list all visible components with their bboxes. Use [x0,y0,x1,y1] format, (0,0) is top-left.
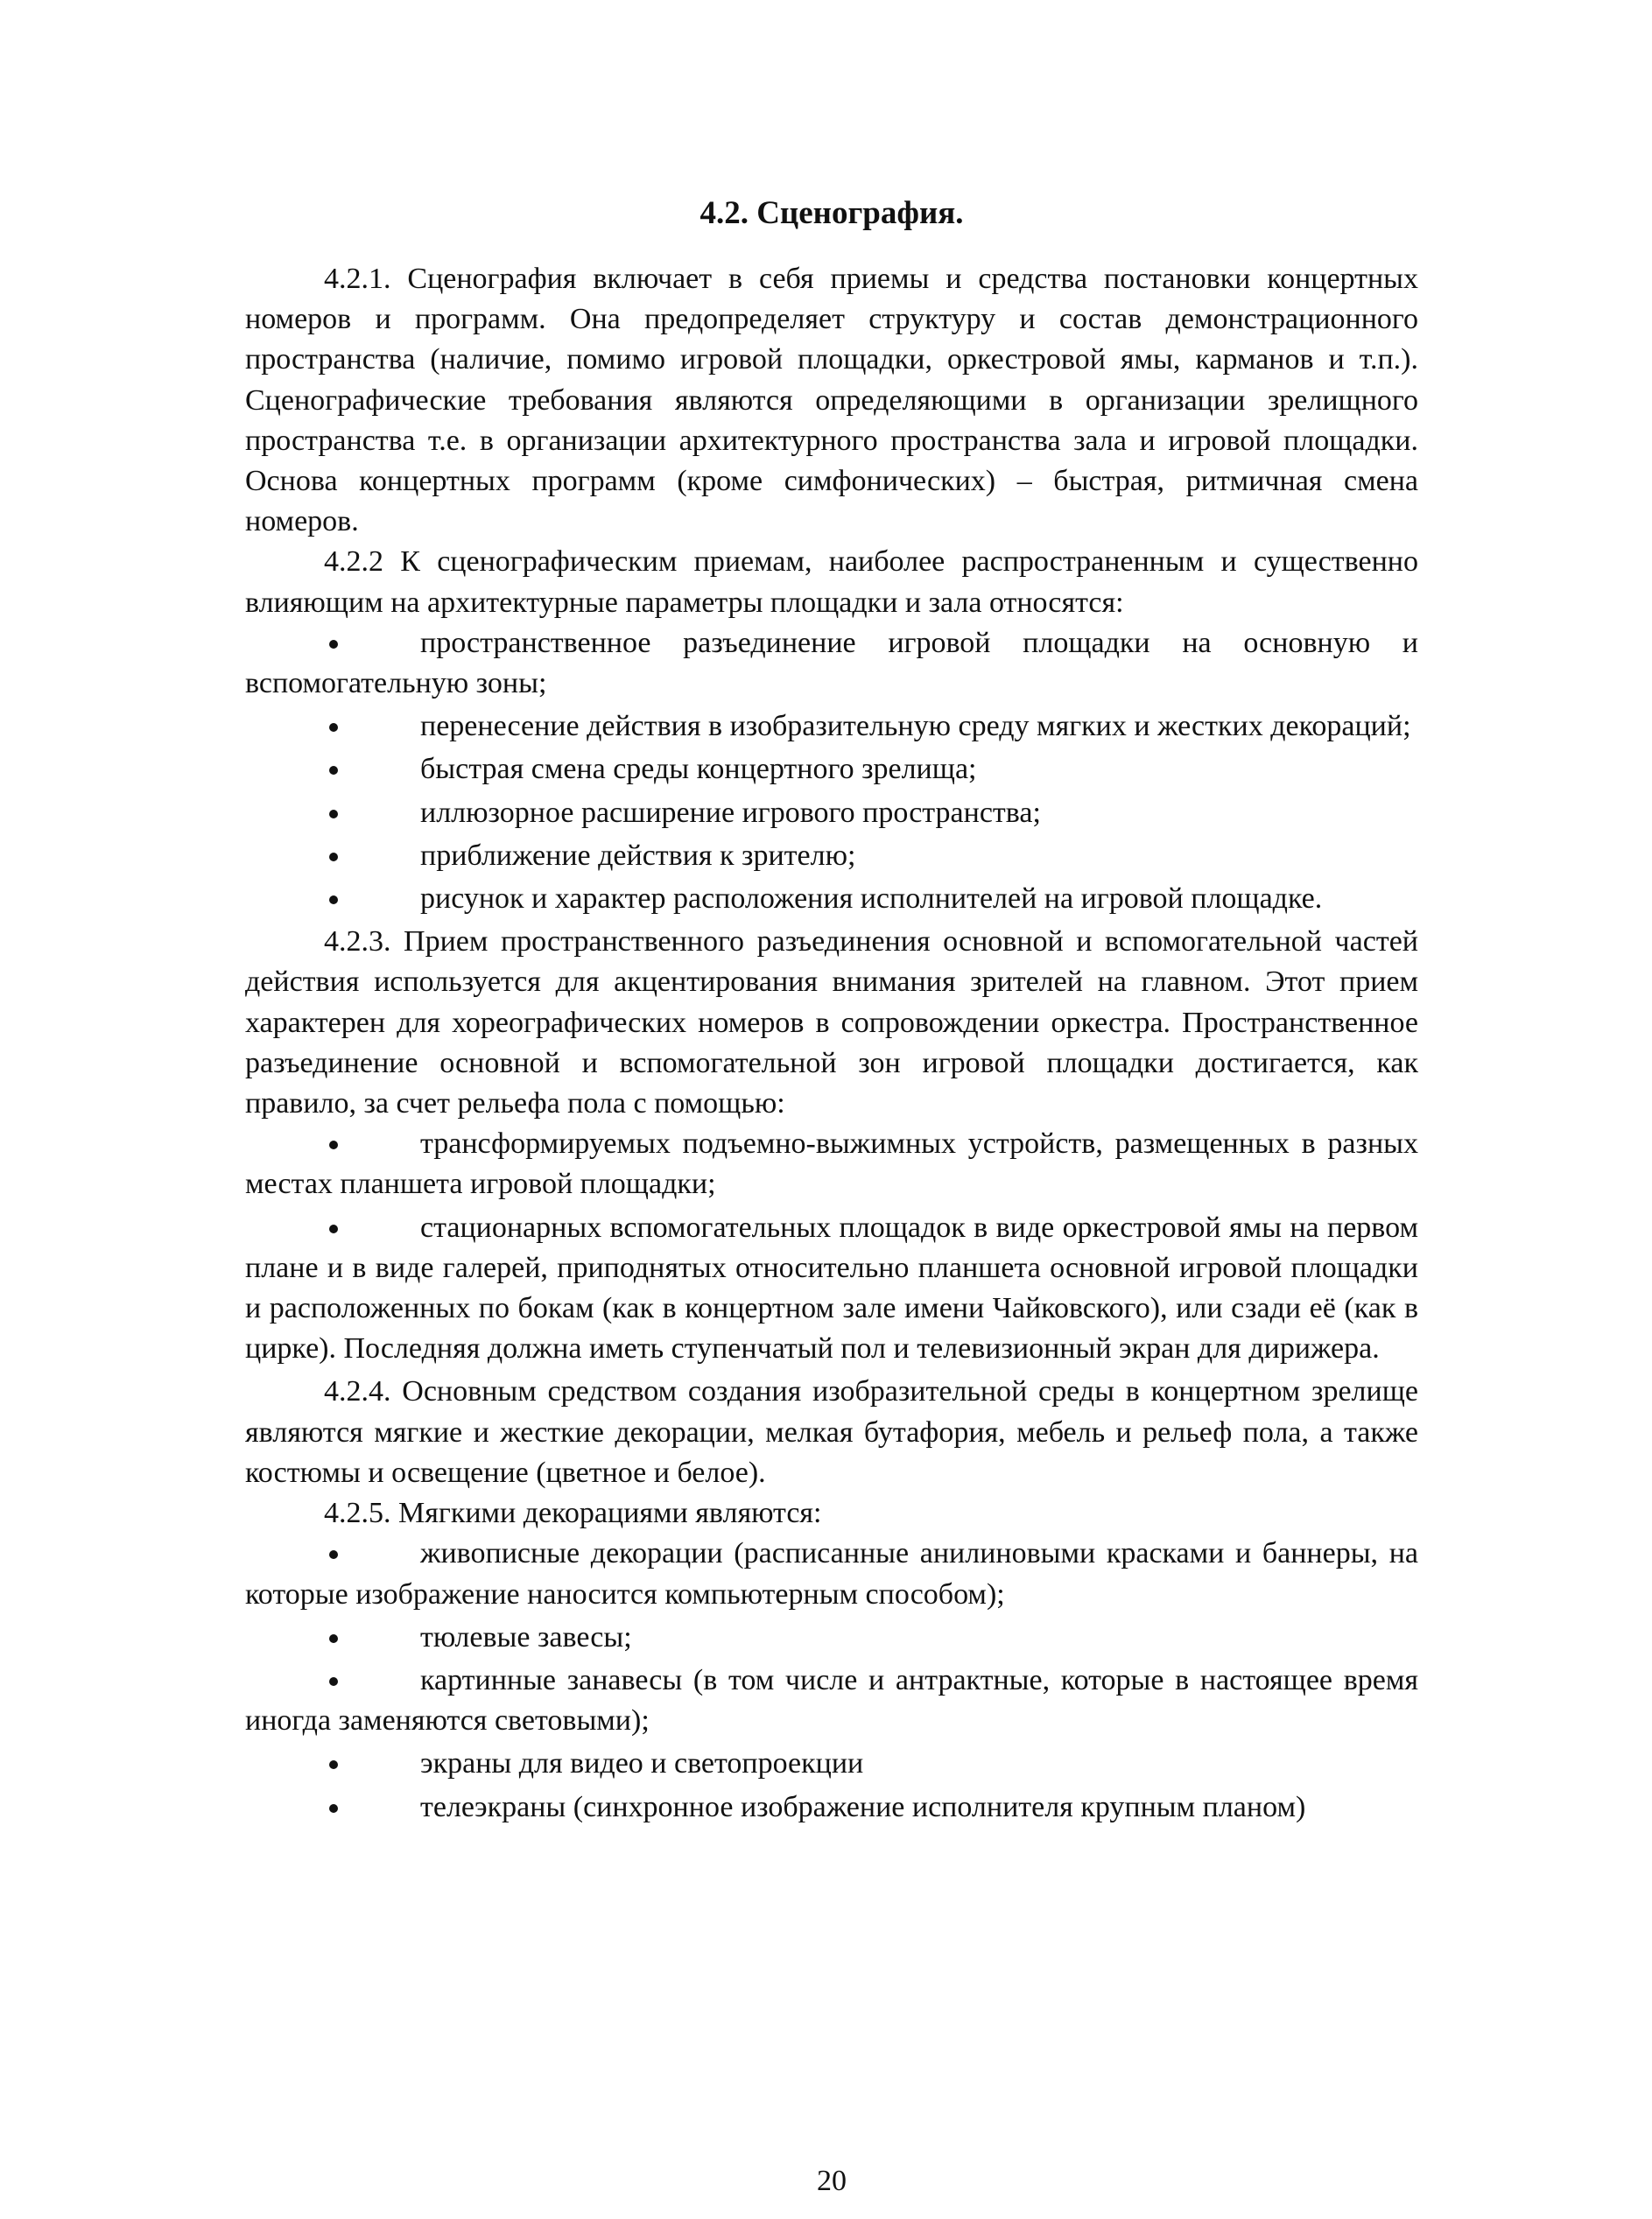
bullet-icon [329,810,338,818]
list-item [245,1661,1418,1741]
list-item-text: пространственное разъединение игровой площадки на основную и вспомогательную зоны; [245,626,1418,700]
list-item-text: перенесение действия в изобразительную среду мягких и жестких декораций; [420,710,1411,743]
bullet-icon [329,640,338,649]
list-item-text: быстрая смена среды концертного зрелища; [420,753,977,786]
list-item [245,793,1418,833]
bullet-icon [329,1760,338,1769]
list-item [245,1618,1418,1658]
list-item-text: стационарных вспомогательных площадок в виде оркестровой ямы на первом плане и в виде галерей, приподнятых относительно планшета основной игровой площадки и расположенных по бокам (как в концертном зале имени Чайковского), или сзади её (как в цирке). Последняя должна иметь ступенчатый пол и телевизионный экран для дирижера. [245,1211,1418,1366]
document-page [245,193,1418,2197]
list-item-text: трансформируемых подъемно-выжимных устройств, размещенных в разных местах планшета игровой площадки; [245,1127,1418,1201]
bullet-icon [329,723,338,732]
paragraph-4-2-4: 4.2.4. Основным средством создания изобразительной среды в концертном зрелище являются мягкие и жесткие декорации, мелкая бутафория, мебель и рельеф пола, а также костюмы и освещение (цветное и белое). [245,1375,1418,1489]
list-item [245,1787,1418,1828]
list-item-text: живописные декорации (расписанные анилиновыми красками и баннеры, на которые изображение наносится компьютерным способом); [245,1537,1418,1611]
paragraph-4-2-1: 4.2.1. Сценография включает в себя приемы и средства постановки концертных номеров и программ. Она предопределяет структуру и состав демонстрационного пространства (наличие, помимо игровой площадки, оркестровой ямы, карманов и т.п.). Сценографические требования являются определяющими в организации зрелищного пространства т.е. в организации архитектурного пространства зала и игровой площадки. Основа концертных программ (кроме симфонических) – быстрая, ритмичная смена номеров. [245,263,1418,538]
list-item [245,623,1418,704]
bullet-icon [329,1225,338,1233]
section-heading: 4.2. Сценография. [699,195,964,231]
list-item [245,1534,1418,1614]
bullet-icon [329,1141,338,1149]
list-item-text: картинные занавесы (в том числе и антрактные, которые в настоящее время иногда заменяются световыми); [245,1663,1418,1738]
bullet-icon [329,895,338,904]
list-item-text: иллюзорное расширение игрового пространства; [420,796,1041,829]
bullet-icon [329,1677,338,1686]
list-item [245,1124,1418,1204]
list-item [245,1744,1418,1784]
bullet-icon [329,766,338,775]
list-item [245,706,1418,747]
page-number: 20 [817,2165,847,2197]
bullet-icon [329,853,338,861]
list-item-text: экраны для видео и светопроекции [420,1747,864,1780]
list-item-text: телеэкраны (синхронное изображение исполнителя крупным планом) [420,1790,1306,1823]
list-item-text: тюлевые завесы; [420,1620,632,1654]
list-item [245,1208,1418,1370]
paragraph-4-2-5: 4.2.5. Мягкими декорациями являются: [324,1497,822,1530]
bullet-icon [329,1804,338,1813]
paragraph-4-2-3: 4.2.3. Прием пространственного разъединения основной и вспомогательной частей действия используется для акцентирования внимания зрителей на главном. Этот прием характерен для хореографических номеров в сопровождении оркестра. Пространственное разъединение основной и вспомогательной зон игровой площадки достигается, как правило, за счет рельефа пола с помощью: [245,925,1418,1120]
list-item-text: приближение действия к зрителю; [420,839,856,872]
bullet-icon [329,1550,338,1559]
list-item [245,879,1418,919]
bullet-icon [329,1634,338,1643]
list-item-text: рисунок и характер расположения исполнителей на игровой площадке. [420,882,1323,916]
paragraph-4-2-2: 4.2.2 К сценографическим приемам, наиболее распространенным и существенно влияющим на архитектурные параметры площадки и зала относятся: [245,545,1418,619]
list-item [245,749,1418,790]
list-item [245,836,1418,876]
